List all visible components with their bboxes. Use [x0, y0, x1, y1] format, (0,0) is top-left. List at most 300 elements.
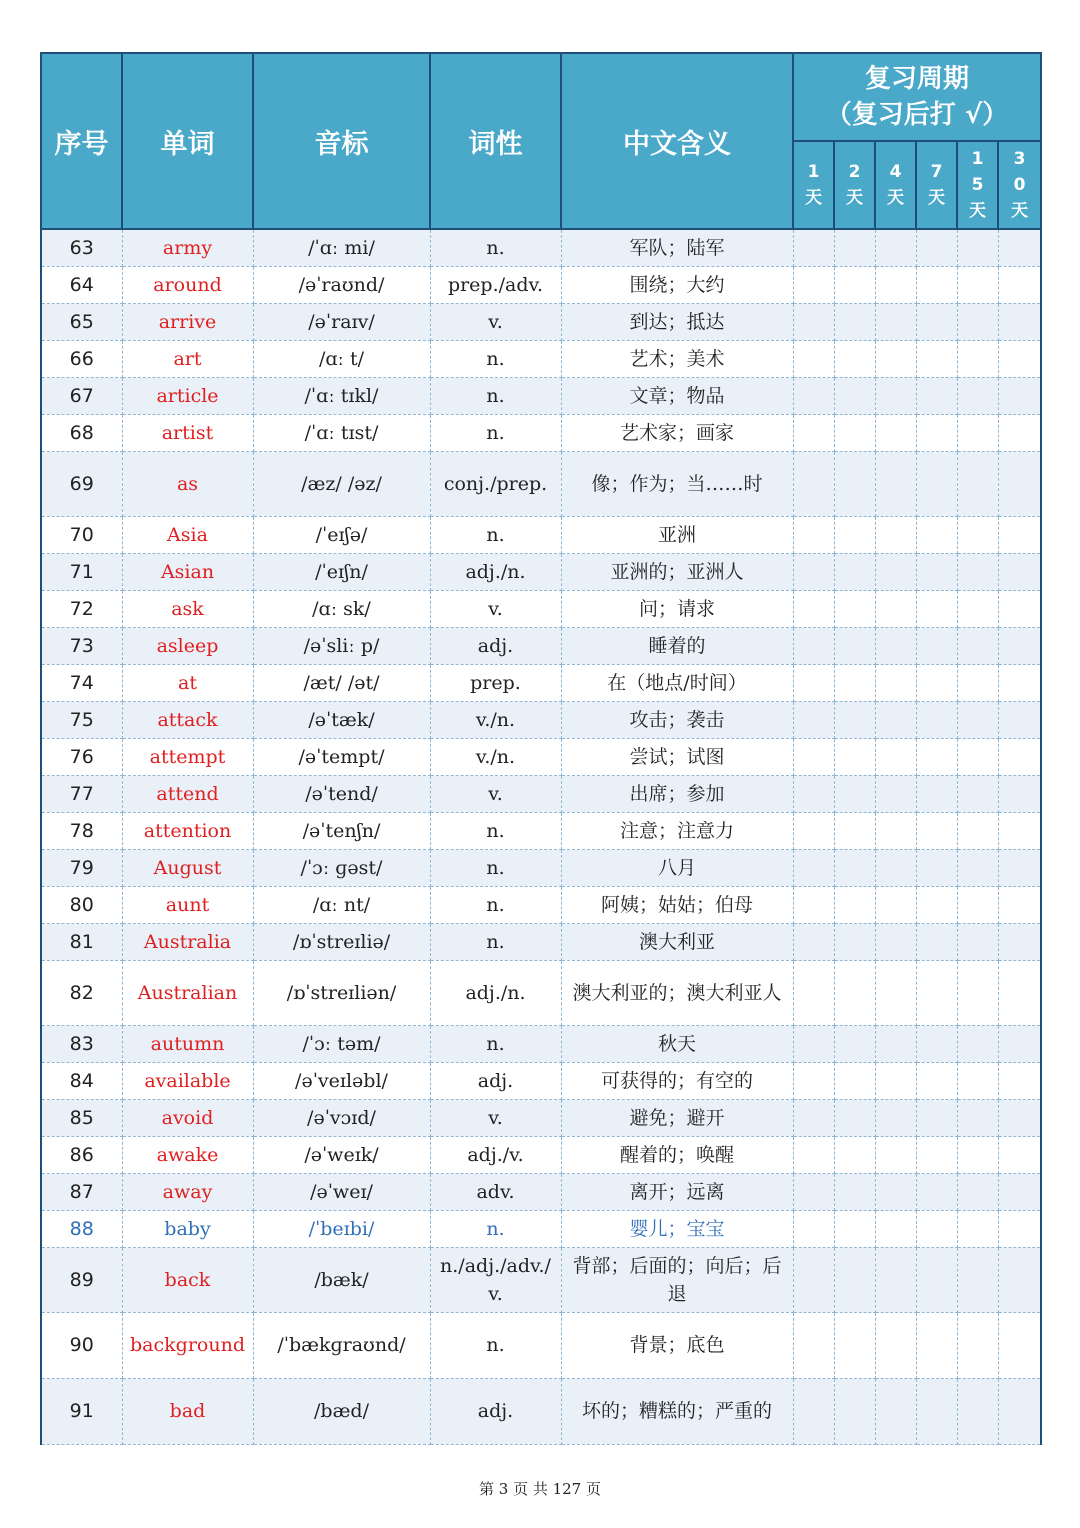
row-meaning: 到达；抵达 [561, 303, 793, 340]
row-meaning: 艺术；美术 [561, 340, 793, 377]
review-checkbox-cell[interactable] [793, 1099, 834, 1136]
header-day-1 [793, 141, 834, 229]
review-checkbox-cell[interactable] [834, 1062, 875, 1099]
review-checkbox-cell[interactable] [998, 812, 1041, 849]
row-number: 91 [41, 1378, 122, 1444]
review-checkbox-cell[interactable] [834, 701, 875, 738]
row-pos: adj. [430, 1062, 561, 1099]
row-word: attend [122, 775, 253, 812]
row-number: 65 [41, 303, 122, 340]
review-checkbox-cell[interactable] [875, 1210, 916, 1247]
review-checkbox-cell[interactable] [875, 923, 916, 960]
row-pos: n. [430, 340, 561, 377]
table-row [41, 451, 1041, 516]
review-checkbox-cell[interactable] [793, 229, 834, 266]
review-checkbox-cell[interactable] [916, 1099, 957, 1136]
review-checkbox-cell[interactable] [916, 627, 957, 664]
review-checkbox-cell[interactable] [875, 701, 916, 738]
review-checkbox-cell[interactable] [957, 229, 998, 266]
review-checkbox-cell[interactable] [834, 303, 875, 340]
review-checkbox-cell[interactable] [998, 377, 1041, 414]
review-checkbox-cell[interactable] [998, 775, 1041, 812]
table-row [41, 923, 1041, 960]
row-word: army [122, 229, 253, 266]
table-row [41, 1378, 1041, 1444]
review-checkbox-cell[interactable] [875, 229, 916, 266]
vocabulary-table [40, 52, 1042, 1445]
row-phonetic: /əˈsliː p/ [253, 627, 430, 664]
review-checkbox-cell[interactable] [875, 340, 916, 377]
review-checkbox-cell[interactable] [875, 1173, 916, 1210]
review-checkbox-cell[interactable] [916, 377, 957, 414]
row-pos: n. [430, 886, 561, 923]
review-checkbox-cell[interactable] [834, 451, 875, 516]
review-checkbox-cell[interactable] [998, 1025, 1041, 1062]
review-checkbox-cell[interactable] [957, 266, 998, 303]
review-checkbox-cell[interactable] [916, 414, 957, 451]
row-meaning: 八月 [561, 849, 793, 886]
row-meaning: 军队；陆军 [561, 229, 793, 266]
review-checkbox-cell[interactable] [998, 960, 1041, 1025]
review-checkbox-cell[interactable] [875, 1378, 916, 1444]
review-checkbox-cell[interactable] [793, 377, 834, 414]
review-checkbox-cell[interactable] [998, 627, 1041, 664]
review-checkbox-cell[interactable] [916, 590, 957, 627]
review-checkbox-cell[interactable] [916, 266, 957, 303]
row-word: autumn [122, 1025, 253, 1062]
review-checkbox-cell[interactable] [916, 1247, 957, 1312]
review-checkbox-cell[interactable] [957, 1025, 998, 1062]
table-row [41, 701, 1041, 738]
review-checkbox-cell[interactable] [875, 775, 916, 812]
review-checkbox-cell[interactable] [916, 229, 957, 266]
review-checkbox-cell[interactable] [916, 1210, 957, 1247]
review-checkbox-cell[interactable] [834, 229, 875, 266]
review-checkbox-cell[interactable] [957, 414, 998, 451]
header-review-period [793, 53, 1041, 141]
review-checkbox-cell[interactable] [957, 701, 998, 738]
review-checkbox-cell[interactable] [875, 1062, 916, 1099]
review-checkbox-cell[interactable] [793, 1210, 834, 1247]
review-checkbox-cell[interactable] [957, 451, 998, 516]
review-checkbox-cell[interactable] [957, 377, 998, 414]
row-phonetic: /ɑː nt/ [253, 886, 430, 923]
row-phonetic: /ɒˈstreɪliə/ [253, 923, 430, 960]
header-day-4 [875, 141, 916, 229]
review-checkbox-cell[interactable] [916, 701, 957, 738]
review-checkbox-cell[interactable] [998, 303, 1041, 340]
review-checkbox-cell[interactable] [998, 1099, 1041, 1136]
review-checkbox-cell[interactable] [875, 812, 916, 849]
row-word: aunt [122, 886, 253, 923]
table-row [41, 1099, 1041, 1136]
review-checkbox-cell[interactable] [834, 377, 875, 414]
row-meaning: 注意；注意力 [561, 812, 793, 849]
review-checkbox-cell[interactable] [834, 1025, 875, 1062]
row-word: attention [122, 812, 253, 849]
review-checkbox-cell[interactable] [875, 266, 916, 303]
row-pos: adj. [430, 627, 561, 664]
row-meaning: 婴儿；宝宝 [561, 1210, 793, 1247]
row-number: 71 [41, 553, 122, 590]
review-checkbox-cell[interactable] [793, 1136, 834, 1173]
row-number: 83 [41, 1025, 122, 1062]
review-checkbox-cell[interactable] [875, 960, 916, 1025]
review-checkbox-cell[interactable] [793, 553, 834, 590]
row-phonetic: /ˈbækɡraʊnd/ [253, 1312, 430, 1378]
review-checkbox-cell[interactable] [916, 960, 957, 1025]
review-checkbox-cell[interactable] [957, 775, 998, 812]
table-row [41, 1136, 1041, 1173]
review-checkbox-cell[interactable] [793, 664, 834, 701]
review-checkbox-cell[interactable] [875, 664, 916, 701]
review-checkbox-cell[interactable] [916, 812, 957, 849]
row-number: 78 [41, 812, 122, 849]
row-pos: n. [430, 516, 561, 553]
row-word: Asia [122, 516, 253, 553]
review-checkbox-cell[interactable] [793, 451, 834, 516]
review-checkbox-cell[interactable] [957, 664, 998, 701]
row-pos: n. [430, 849, 561, 886]
table-row [41, 266, 1041, 303]
review-checkbox-cell[interactable] [916, 340, 957, 377]
review-checkbox-cell[interactable] [793, 738, 834, 775]
review-checkbox-cell[interactable] [957, 849, 998, 886]
review-checkbox-cell[interactable] [875, 849, 916, 886]
row-word: back [122, 1247, 253, 1312]
review-checkbox-cell[interactable] [834, 516, 875, 553]
review-checkbox-cell[interactable] [957, 340, 998, 377]
review-checkbox-cell[interactable] [998, 1062, 1041, 1099]
review-checkbox-cell[interactable] [998, 849, 1041, 886]
review-checkbox-cell[interactable] [998, 738, 1041, 775]
row-meaning: 可获得的；有空的 [561, 1062, 793, 1099]
review-checkbox-cell[interactable] [793, 701, 834, 738]
row-number: 73 [41, 627, 122, 664]
review-checkbox-cell[interactable] [998, 414, 1041, 451]
review-checkbox-cell[interactable] [875, 414, 916, 451]
review-checkbox-cell[interactable] [793, 516, 834, 553]
review-checkbox-cell[interactable] [834, 1378, 875, 1444]
review-checkbox-cell[interactable] [916, 1173, 957, 1210]
review-checkbox-cell[interactable] [834, 414, 875, 451]
review-checkbox-cell[interactable] [916, 1062, 957, 1099]
review-checkbox-cell[interactable] [998, 451, 1041, 516]
row-word: Australian [122, 960, 253, 1025]
row-phonetic: /ɑː t/ [253, 340, 430, 377]
review-checkbox-cell[interactable] [834, 1312, 875, 1378]
row-number: 85 [41, 1099, 122, 1136]
row-pos: adv. [430, 1173, 561, 1210]
review-checkbox-cell[interactable] [998, 340, 1041, 377]
review-checkbox-cell[interactable] [916, 886, 957, 923]
row-word: August [122, 849, 253, 886]
review-checkbox-cell[interactable] [957, 303, 998, 340]
review-checkbox-cell[interactable] [793, 1378, 834, 1444]
review-checkbox-cell[interactable] [957, 1210, 998, 1247]
table-row [41, 1062, 1041, 1099]
row-number: 81 [41, 923, 122, 960]
review-checkbox-cell[interactable] [793, 886, 834, 923]
review-checkbox-cell[interactable] [957, 553, 998, 590]
review-checkbox-cell[interactable] [957, 627, 998, 664]
review-checkbox-cell[interactable] [957, 1136, 998, 1173]
review-checkbox-cell[interactable] [957, 923, 998, 960]
row-word: ask [122, 590, 253, 627]
row-meaning: 像；作为；当……时 [561, 451, 793, 516]
review-checkbox-cell[interactable] [834, 664, 875, 701]
row-pos: v./n. [430, 701, 561, 738]
review-checkbox-cell[interactable] [834, 775, 875, 812]
review-checkbox-cell[interactable] [998, 1312, 1041, 1378]
row-number: 75 [41, 701, 122, 738]
table-row [41, 1210, 1041, 1247]
header-phonetic: 音标 [253, 53, 430, 229]
table-row [41, 738, 1041, 775]
review-checkbox-cell[interactable] [875, 303, 916, 340]
review-checkbox-cell[interactable] [998, 516, 1041, 553]
review-checkbox-cell[interactable] [957, 1099, 998, 1136]
review-checkbox-cell[interactable] [875, 1025, 916, 1062]
row-meaning: 睡着的 [561, 627, 793, 664]
row-number: 63 [41, 229, 122, 266]
row-meaning: 澳大利亚的；澳大利亚人 [561, 960, 793, 1025]
review-checkbox-cell[interactable] [834, 553, 875, 590]
review-checkbox-cell[interactable] [834, 1136, 875, 1173]
row-phonetic: /əˈtend/ [253, 775, 430, 812]
review-checkbox-cell[interactable] [834, 1210, 875, 1247]
row-word: at [122, 664, 253, 701]
review-checkbox-cell[interactable] [793, 960, 834, 1025]
review-checkbox-cell[interactable] [916, 1025, 957, 1062]
row-number: 66 [41, 340, 122, 377]
row-phonetic: /ˈɑː tɪkl/ [253, 377, 430, 414]
review-checkbox-cell[interactable] [793, 340, 834, 377]
review-checkbox-cell[interactable] [875, 451, 916, 516]
row-number: 68 [41, 414, 122, 451]
review-checkbox-cell[interactable] [834, 738, 875, 775]
review-checkbox-cell[interactable] [834, 1247, 875, 1312]
review-checkbox-cell[interactable] [834, 886, 875, 923]
review-checkbox-cell[interactable] [916, 664, 957, 701]
review-checkbox-cell[interactable] [793, 1062, 834, 1099]
review-checkbox-cell[interactable] [916, 923, 957, 960]
review-checkbox-cell[interactable] [957, 516, 998, 553]
row-meaning: 澳大利亚 [561, 923, 793, 960]
review-checkbox-cell[interactable] [875, 1247, 916, 1312]
row-phonetic: /əˈtenʃn/ [253, 812, 430, 849]
review-checkbox-cell[interactable] [998, 1378, 1041, 1444]
table-row [41, 1247, 1041, 1312]
review-checkbox-cell[interactable] [834, 266, 875, 303]
review-checkbox-cell[interactable] [916, 1136, 957, 1173]
review-checkbox-cell[interactable] [834, 1173, 875, 1210]
review-checkbox-cell[interactable] [957, 1173, 998, 1210]
review-checkbox-cell[interactable] [793, 923, 834, 960]
row-word: Asian [122, 553, 253, 590]
row-phonetic: /æt/ /ət/ [253, 664, 430, 701]
row-meaning: 攻击；袭击 [561, 701, 793, 738]
review-checkbox-cell[interactable] [875, 553, 916, 590]
review-checkbox-cell[interactable] [957, 960, 998, 1025]
row-phonetic: /əˈtæk/ [253, 701, 430, 738]
row-pos: adj./n. [430, 553, 561, 590]
review-checkbox-cell[interactable] [998, 590, 1041, 627]
row-number: 72 [41, 590, 122, 627]
row-number: 82 [41, 960, 122, 1025]
review-checkbox-cell[interactable] [957, 812, 998, 849]
header-day-7 [916, 141, 957, 229]
row-phonetic: /ˈeɪʃn/ [253, 553, 430, 590]
review-checkbox-cell[interactable] [793, 849, 834, 886]
review-checkbox-cell[interactable] [875, 590, 916, 627]
row-number: 88 [41, 1210, 122, 1247]
review-checkbox-cell[interactable] [916, 775, 957, 812]
table-row [41, 664, 1041, 701]
review-checkbox-cell[interactable] [998, 923, 1041, 960]
row-phonetic: /bæd/ [253, 1378, 430, 1444]
review-checkbox-cell[interactable] [793, 590, 834, 627]
review-checkbox-cell[interactable] [998, 553, 1041, 590]
review-checkbox-cell[interactable] [834, 627, 875, 664]
review-checkbox-cell[interactable] [957, 590, 998, 627]
row-number: 86 [41, 1136, 122, 1173]
row-pos: n. [430, 812, 561, 849]
day-label: 30天 [1011, 149, 1028, 221]
review-checkbox-cell[interactable] [916, 451, 957, 516]
review-checkbox-cell[interactable] [875, 1312, 916, 1378]
review-checkbox-cell[interactable] [957, 886, 998, 923]
review-checkbox-cell[interactable] [998, 886, 1041, 923]
header-day-2 [834, 141, 875, 229]
review-checkbox-cell[interactable] [916, 303, 957, 340]
row-phonetic: /ɑː sk/ [253, 590, 430, 627]
row-phonetic: /əˈveɪləbl/ [253, 1062, 430, 1099]
row-phonetic: /əˈweɪ/ [253, 1173, 430, 1210]
table-row [41, 886, 1041, 923]
review-checkbox-cell[interactable] [957, 1312, 998, 1378]
row-number: 69 [41, 451, 122, 516]
review-checkbox-cell[interactable] [998, 701, 1041, 738]
review-checkbox-cell[interactable] [793, 303, 834, 340]
review-checkbox-cell[interactable] [793, 266, 834, 303]
review-checkbox-cell[interactable] [834, 923, 875, 960]
review-checkbox-cell[interactable] [875, 627, 916, 664]
row-number: 70 [41, 516, 122, 553]
row-meaning: 秋天 [561, 1025, 793, 1062]
review-checkbox-cell[interactable] [875, 1136, 916, 1173]
row-word: awake [122, 1136, 253, 1173]
review-checkbox-cell[interactable] [793, 627, 834, 664]
review-checkbox-cell[interactable] [916, 1312, 957, 1378]
review-checkbox-cell[interactable] [957, 1062, 998, 1099]
row-phonetic: /ɒˈstreɪliən/ [253, 960, 430, 1025]
review-checkbox-cell[interactable] [834, 812, 875, 849]
review-checkbox-cell[interactable] [793, 1173, 834, 1210]
review-checkbox-cell[interactable] [834, 960, 875, 1025]
review-checkbox-cell[interactable] [916, 553, 957, 590]
review-checkbox-cell[interactable] [793, 414, 834, 451]
row-pos: adj./v. [430, 1136, 561, 1173]
table-row [41, 553, 1041, 590]
row-pos: v. [430, 590, 561, 627]
review-checkbox-cell[interactable] [875, 1099, 916, 1136]
row-word: as [122, 451, 253, 516]
review-checkbox-cell[interactable] [998, 1173, 1041, 1210]
review-checkbox-cell[interactable] [998, 266, 1041, 303]
review-checkbox-cell[interactable] [834, 1099, 875, 1136]
review-checkbox-cell[interactable] [998, 1247, 1041, 1312]
row-pos: n./adj./adv./v. [430, 1247, 561, 1312]
review-checkbox-cell[interactable] [793, 812, 834, 849]
row-phonetic: /əˈraɪv/ [253, 303, 430, 340]
row-word: attack [122, 701, 253, 738]
review-checkbox-cell[interactable] [957, 1378, 998, 1444]
page-footer: 第 3 页 共 127 页 [478, 1480, 601, 1498]
table-row [41, 340, 1041, 377]
review-checkbox-cell[interactable] [916, 516, 957, 553]
review-checkbox-cell[interactable] [793, 775, 834, 812]
review-checkbox-cell[interactable] [793, 1247, 834, 1312]
row-phonetic: /əˈraʊnd/ [253, 266, 430, 303]
row-meaning: 离开；远离 [561, 1173, 793, 1210]
review-subtitle: （复习后打 √） [825, 100, 1009, 130]
review-checkbox-cell[interactable] [957, 738, 998, 775]
row-number: 87 [41, 1173, 122, 1210]
row-word: art [122, 340, 253, 377]
review-checkbox-cell[interactable] [916, 1378, 957, 1444]
review-checkbox-cell[interactable] [998, 664, 1041, 701]
row-meaning: 亚洲 [561, 516, 793, 553]
table-row [41, 229, 1041, 266]
review-checkbox-cell[interactable] [998, 229, 1041, 266]
row-word: bad [122, 1378, 253, 1444]
review-checkbox-cell[interactable] [916, 738, 957, 775]
row-meaning: 出席；参加 [561, 775, 793, 812]
review-checkbox-cell[interactable] [957, 1247, 998, 1312]
row-word: background [122, 1312, 253, 1378]
row-meaning: 文章；物品 [561, 377, 793, 414]
review-checkbox-cell[interactable] [834, 590, 875, 627]
table-row [41, 1312, 1041, 1378]
row-pos: n. [430, 229, 561, 266]
review-checkbox-cell[interactable] [834, 849, 875, 886]
row-meaning: 醒着的；唤醒 [561, 1136, 793, 1173]
review-checkbox-cell[interactable] [793, 1312, 834, 1378]
row-word: attempt [122, 738, 253, 775]
review-checkbox-cell[interactable] [998, 1136, 1041, 1173]
review-checkbox-cell[interactable] [875, 516, 916, 553]
review-checkbox-cell[interactable] [916, 849, 957, 886]
row-number: 84 [41, 1062, 122, 1099]
row-number: 89 [41, 1247, 122, 1312]
review-checkbox-cell[interactable] [793, 1025, 834, 1062]
row-phonetic: /ˈɑː mi/ [253, 229, 430, 266]
row-meaning: 背部；后面的；向后；后退 [561, 1247, 793, 1312]
day-label: 1天 [805, 162, 822, 208]
table-row [41, 1025, 1041, 1062]
review-checkbox-cell[interactable] [875, 738, 916, 775]
day-label: 2天 [846, 162, 863, 208]
row-phonetic: /ˈɑː tɪst/ [253, 414, 430, 451]
table-row [41, 303, 1041, 340]
review-checkbox-cell[interactable] [998, 1210, 1041, 1247]
review-checkbox-cell[interactable] [875, 377, 916, 414]
row-word: Australia [122, 923, 253, 960]
review-checkbox-cell[interactable] [834, 340, 875, 377]
review-checkbox-cell[interactable] [875, 886, 916, 923]
table-row [41, 377, 1041, 414]
